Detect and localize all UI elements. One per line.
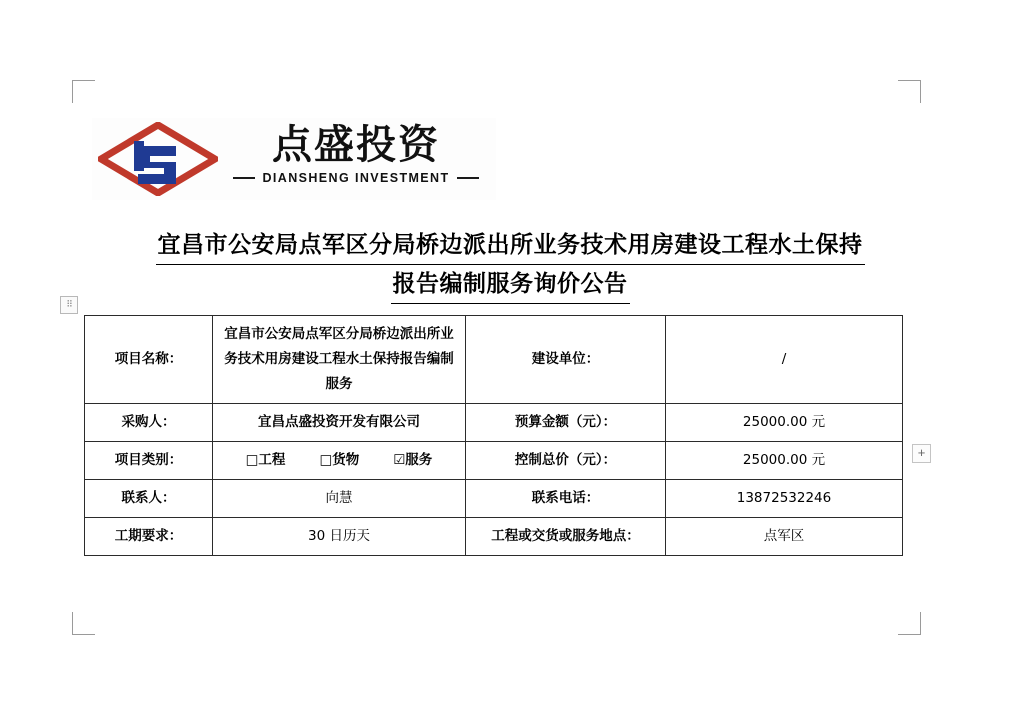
company-logo	[92, 118, 496, 200]
logo-english-name: DIANSHENG INVESTMENT	[262, 171, 450, 185]
row-label-purchaser: 采购人：	[85, 404, 213, 442]
row-label-control-price: 控制总价（元）：	[466, 442, 666, 480]
row-label-location: 工程或交货或服务地点：	[466, 518, 666, 556]
table-move-handle[interactable]: ⠿	[60, 296, 78, 314]
row-value-contact-phone: 13872532246	[666, 480, 903, 518]
crop-mark-top-right	[898, 80, 921, 103]
row-value-purchaser: 宜昌点盛投资开发有限公司	[213, 404, 466, 442]
table-add-row-button[interactable]: +	[912, 444, 931, 463]
logo-rule-right	[457, 177, 479, 179]
row-value-control-price: 25000.00 元	[666, 442, 903, 480]
row-value-duration: 30 日历天	[213, 518, 466, 556]
row-value-project-category	[213, 442, 466, 480]
logo-chinese-name: 点盛投资	[272, 122, 440, 168]
table-row	[85, 316, 903, 404]
row-label-contact-person: 联系人：	[85, 480, 213, 518]
table-row	[85, 404, 903, 442]
row-label-contact-phone: 联系电话：	[466, 480, 666, 518]
row-value-construction-unit: /	[666, 316, 903, 404]
project-info-table	[84, 315, 903, 556]
row-value-location: 点军区	[666, 518, 903, 556]
row-label-construction-unit: 建设单位：	[466, 316, 666, 404]
row-value-budget-amount: 25000.00 元	[666, 404, 903, 442]
category-option-service[interactable]: ☑服务	[393, 452, 433, 468]
crop-mark-bottom-left	[72, 612, 95, 635]
category-option-goods[interactable]: □货物	[319, 452, 360, 468]
logo-text	[220, 120, 492, 198]
page-title-line-1: 宜昌市公安局点军区分局桥边派出所业务技术用房建设工程水土保持	[156, 228, 865, 265]
crop-mark-bottom-right	[898, 612, 921, 635]
crop-mark-top-left	[72, 80, 95, 103]
row-label-project-category: 项目类别：	[85, 442, 213, 480]
logo-rule-left	[233, 177, 255, 179]
row-label-budget-amount: 预算金额（元）：	[466, 404, 666, 442]
row-label-duration: 工期要求：	[85, 518, 213, 556]
table-row	[85, 518, 903, 556]
category-option-engineering[interactable]: □工程	[245, 452, 286, 468]
row-value-contact-person: 向慧	[213, 480, 466, 518]
logo-english-row	[220, 171, 492, 185]
page-title-line-2: 报告编制服务询价公告	[391, 267, 630, 304]
table-row	[85, 480, 903, 518]
page-title	[110, 228, 910, 304]
row-label-project-name: 项目名称：	[85, 316, 213, 404]
row-value-project-name: 宜昌市公安局点军区分局桥边派出所业务技术用房建设工程水土保持报告编制服务	[213, 316, 466, 404]
logo-mark-icon	[98, 122, 218, 196]
table-row	[85, 442, 903, 480]
